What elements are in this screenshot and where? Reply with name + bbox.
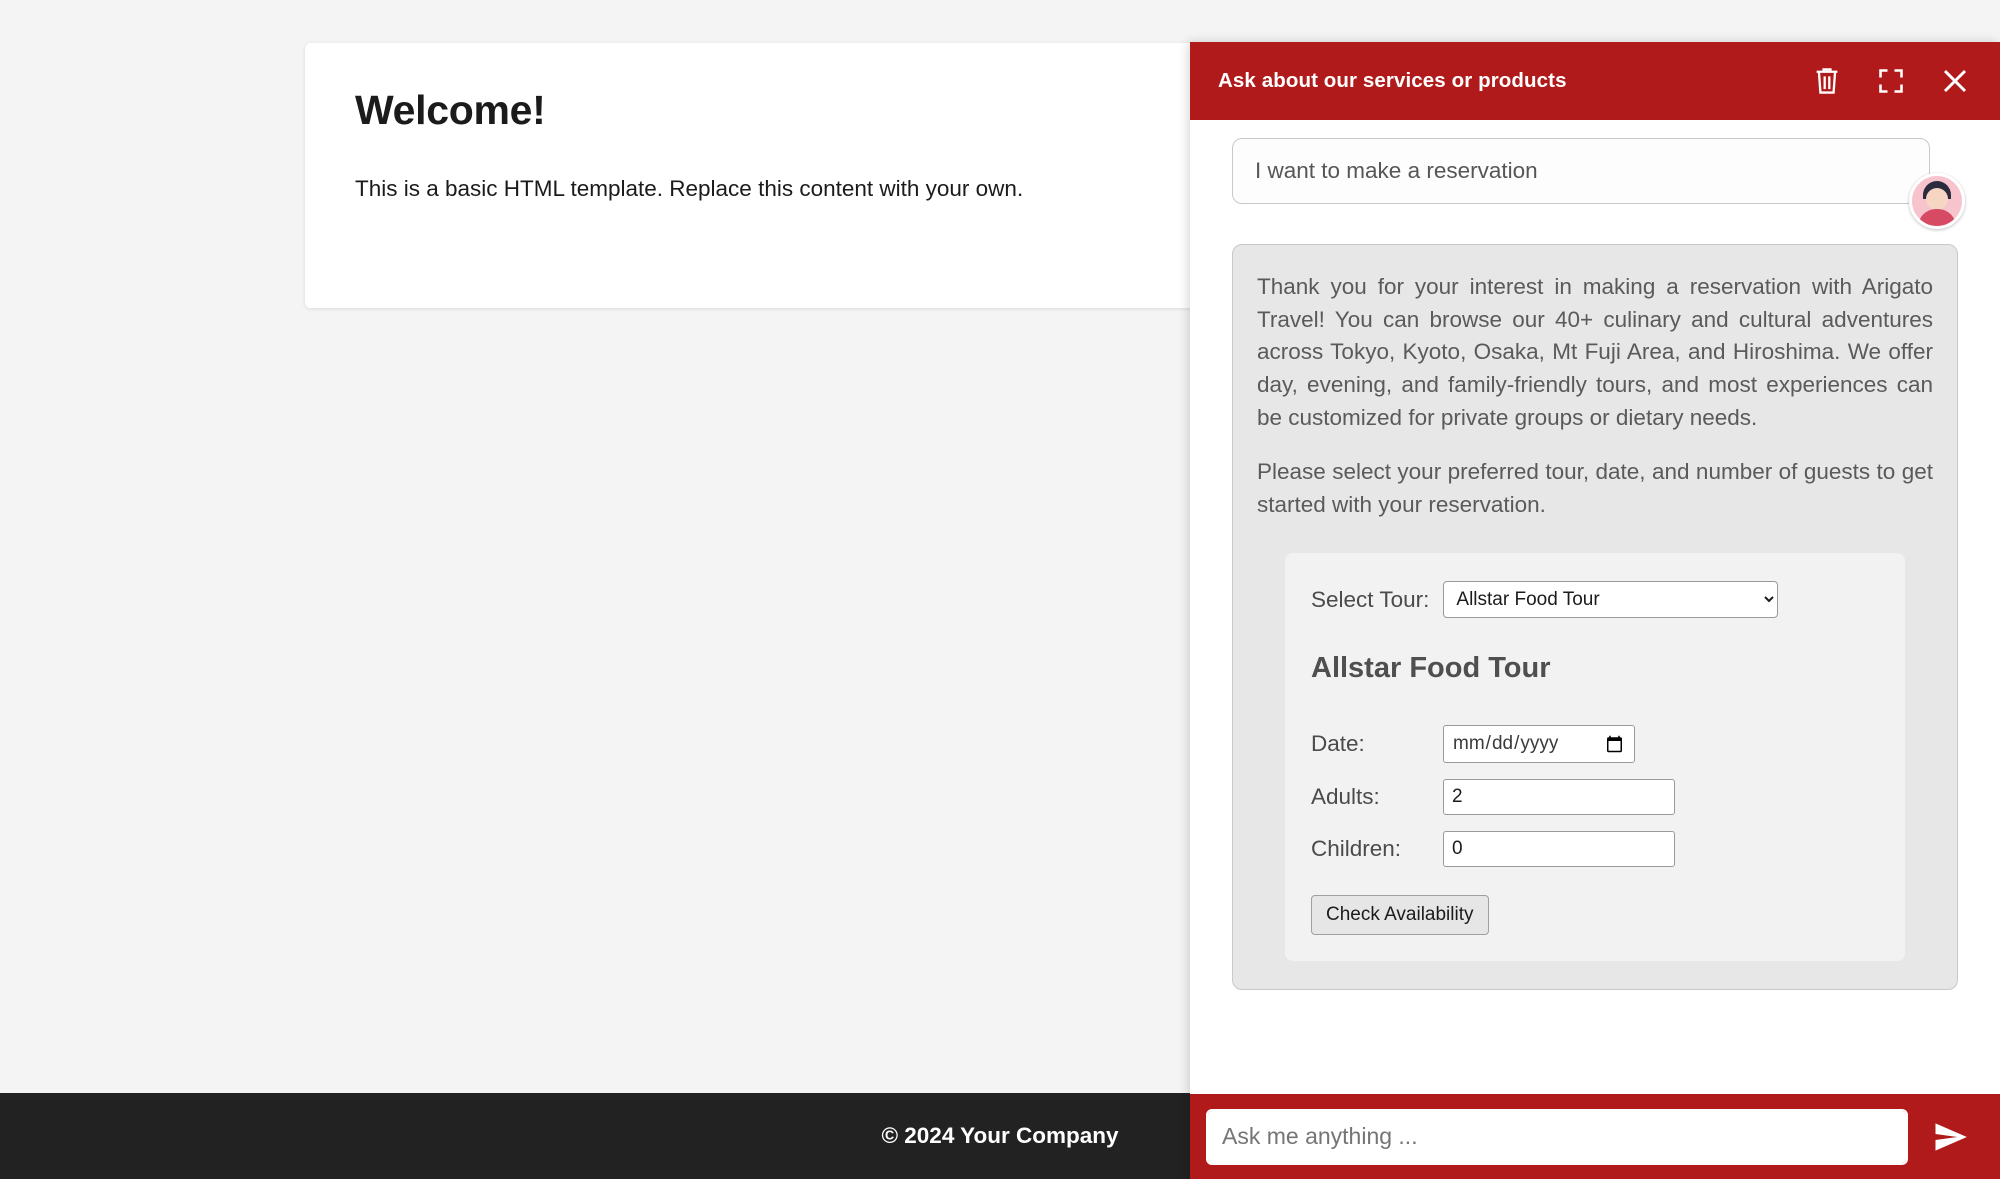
chat-header <box>1190 42 2000 120</box>
avatar-face <box>1926 188 1948 210</box>
close-icon[interactable] <box>1938 64 1972 98</box>
adults-label: Adults: <box>1311 784 1380 810</box>
bot-paragraph-1: Thank you for your interest in making a reservation with Arigato Travel! You can browse our 40+ culinary and cultural adventures across Tokyo, Kyoto, Osaka, Mt Fuji Area, and Hiroshima. We offer day, evening, and family-friendly tours, and most experiences can be customized for private groups or dietary needs. <box>1257 274 1933 430</box>
message-input[interactable] <box>1208 1111 1906 1163</box>
send-icon[interactable] <box>1924 1110 1978 1164</box>
date-row <box>1311 725 1879 763</box>
page-subtitle: This is a basic HTML template. Replace this content with your own. <box>355 176 1024 201</box>
chat-composer <box>1190 1094 2000 1179</box>
children-row <box>1311 831 1879 867</box>
page-title: Welcome! <box>355 87 546 133</box>
date-input[interactable] <box>1443 725 1635 763</box>
expand-icon[interactable] <box>1874 64 1908 98</box>
date-label: Date: <box>1311 731 1365 757</box>
adults-input[interactable] <box>1443 779 1675 815</box>
bot-message <box>1232 244 1958 990</box>
tour-heading: Allstar Food Tour <box>1311 652 1551 685</box>
select-tour-row <box>1311 581 1879 618</box>
booking-form <box>1285 553 1905 961</box>
bot-paragraph-2: Please select your preferred tour, date, and number of guests to get started with your reservation. <box>1257 459 1933 517</box>
user-message-text: I want to make a reservation <box>1255 158 1538 183</box>
avatar <box>1909 173 1965 229</box>
avatar-body <box>1918 209 1956 229</box>
chat-header-actions <box>1810 64 1972 98</box>
chat-widget <box>1190 42 2000 1179</box>
children-label: Children: <box>1311 836 1402 862</box>
chat-message-list[interactable] <box>1190 120 2000 1094</box>
user-message <box>1232 138 1930 204</box>
trash-icon[interactable] <box>1810 64 1844 98</box>
tour-select[interactable] <box>1443 581 1778 618</box>
check-availability-button[interactable]: Check Availability <box>1311 895 1489 935</box>
select-tour-label: Select Tour: <box>1311 586 1430 612</box>
footer-copyright: © 2024 Your Company <box>881 1123 1119 1148</box>
adults-row <box>1311 779 1879 815</box>
children-input[interactable] <box>1443 831 1675 867</box>
chat-title: Ask about our services or products <box>1218 69 1567 92</box>
